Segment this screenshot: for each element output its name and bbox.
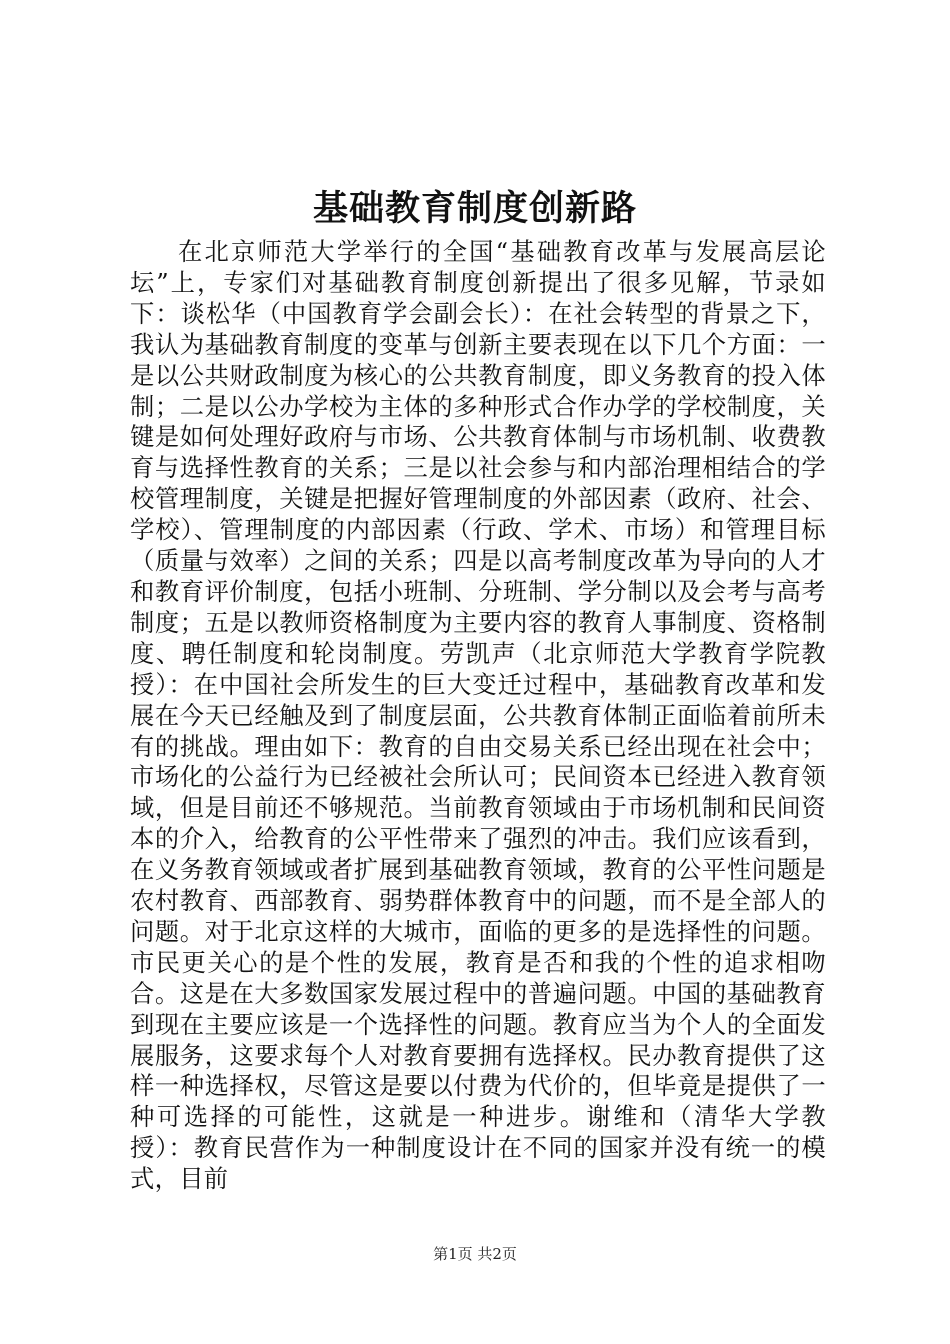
document-title: 基础教育制度创新路: [312, 188, 637, 229]
document-body-paragraph: 在北京师范大学举行的全国“基础教育改革与发展高层论坛”上，专家们对基础教育制度创新提出了很多见解，节录如下：谈松华（中国教育学会副会长）：在社会转型的背景之下，我认为基础教育制度的变革与创新主要表现在以下几个方面：一是以公共财政制度为核心的公共教育制度，即义务教育的投入体制；二是以公办学校为主体的多种形式合作办学的学校制度，关键是如何处理好政府与市场、公共教育体制与市场机制、收费教育与选择性教育的关系；三是以社会参与和内部治理相结合的学校管理制度，关键是把握好管理制度的外部因素（政府、社会、学校）、管理制度的内部因素（行政、学术、市场）和管理目标（质量与效率）之间的关系；四是以高考制度改革为导向的人才和教育评价制度，包括小班制、分班制、学分制以及会考与高考制度；五是以教师资格制度为主要内容的教育人事制度、资格制度、聘任制度和轮岗制度。劳凯声（北京师范大学教育学院教授）：在中国社会所发生的巨大变迁过程中，基础教育改革和发展在今天已经触及到了制度层面，公共教育体制正面临着前所未有的挑战。理由如下：教育的自由交易关系已经出现在社会中；市场化的公益行为已经被社会所认可；民间资本已经进入教育领域，但是目前还不够规范。当前教育领域由于市场机制和民间资本的介入，给教育的公平性带来了强烈的冲击。我们应该看到，在义务教育领域或者扩展到基础教育领域，教育的公平性问题是农村教育、西部教育、弱势群体教育中的问题，而不是全部人的问题。对于北京这样的大城市，面临的更多的是选择性的问题。市民更关心的是个性的发展，教育是否和我的个性的追求相吻合。这是在大多数国家发展过程中的普遍问题。中国的基础教育到现在主要应该是一个选择性的问题。教育应当为个人的全面发展服务，这要求每个人对教育要拥有选择权。民办教育提供了这样一种选择权，尽管这是要以付费为代价的，但毕竟是提供了一种可选择的可能性，这就是一种进步。谢维和（清华大学教授）：教育民营作为一种制度设计在不同的国家并没有统一的模式，目前: [130, 237, 826, 1194]
page-number-footer: 第1页 共2页: [433, 1245, 517, 1263]
